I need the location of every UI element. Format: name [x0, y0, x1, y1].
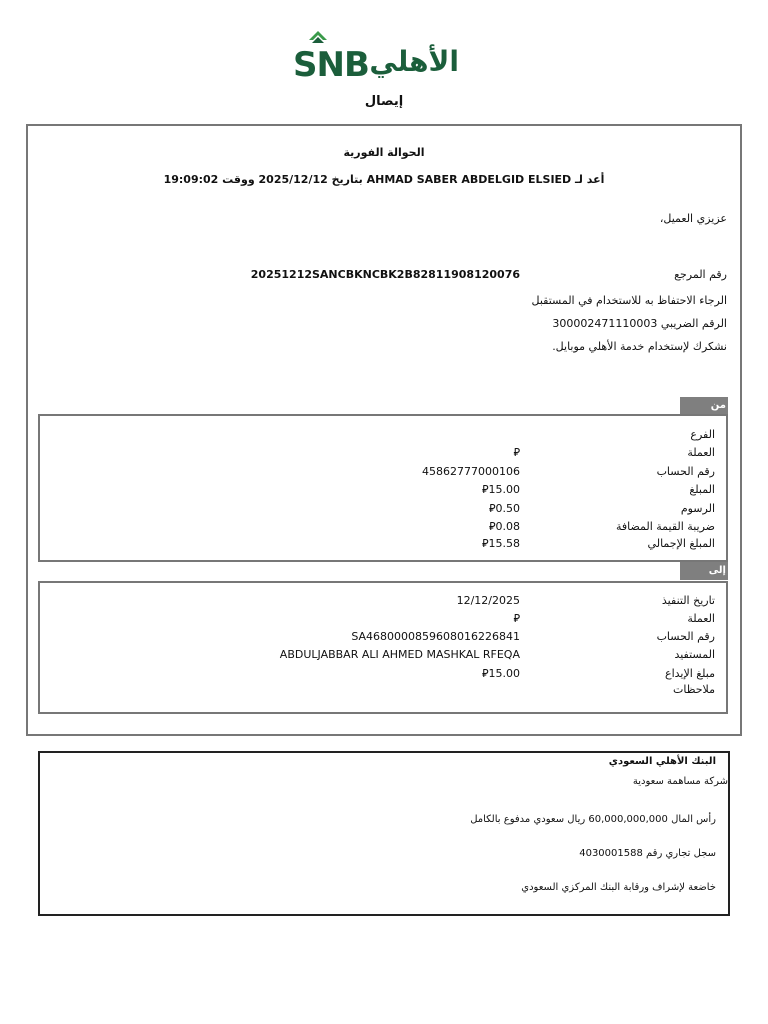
to-section-row-value: SA4680000859608016226841 — [351, 630, 520, 643]
from-section-row-value: ⃁0.08 — [488, 520, 520, 533]
footer-bank-name: البنك الأهلي السعودي — [608, 756, 716, 767]
receipt-title: إيصال — [364, 94, 404, 109]
from-section-row-value: 45862777000106 — [422, 465, 520, 478]
thanks-line: نشكرك لإستخدام خدمة الأهلي موبايل. — [552, 340, 727, 353]
from-section-row-label: المبلغ الإجمالي — [647, 537, 715, 550]
prepared-for-line: أعد لـ AHMAD SABER ABDELGID ELSIED بتاريخ 2025/12/12 ووقت 19:09:02 — [163, 173, 605, 186]
snb-logo — [291, 31, 461, 85]
to-section-tag: إلى — [680, 562, 728, 580]
from-section-row-value: ⃁15.58 — [481, 537, 520, 550]
from-section-row-label: الفرع — [690, 428, 715, 441]
footer-capital-line: رأس المال 60,000,000,000 ريال سعودي مدفوع بالكامل — [470, 814, 716, 825]
footer-supervision-line: خاضعة لإشراف ورقابة البنك المركزي السعودي — [521, 882, 716, 893]
to-section-row-label: العملة — [687, 612, 715, 625]
from-section-row-label: ضريبة القيمة المضافة — [615, 520, 715, 533]
from-section-row-value: ⃁15.00 — [481, 483, 520, 496]
to-section-row-value: ⃁15.00 — [481, 667, 520, 680]
to-section-row-value: 12/12/2025 — [456, 594, 520, 607]
logo-arabic-text: الأهلي — [369, 45, 459, 78]
from-section-row-value: ⃁ — [513, 446, 520, 459]
greeting: عزيزي العميل، — [659, 212, 727, 225]
tax-number-line: الرقم الضريبي 300002471110003 — [552, 317, 727, 330]
footer-company-type: شركة مساهمة سعودية — [632, 776, 728, 787]
from-section-row-value: ⃁0.50 — [488, 502, 520, 515]
from-section-row-label: العملة — [687, 446, 715, 459]
to-section-row-label: المستفيد — [674, 648, 715, 661]
logo-latin-text: SNB — [293, 45, 369, 85]
from-section-row-label: المبلغ — [689, 483, 715, 496]
from-section-row-label: رقم الحساب — [656, 465, 715, 478]
reference-label: رقم المرجع — [674, 268, 727, 281]
to-section-row-label: تاريخ التنفيذ — [661, 594, 715, 607]
to-section-row-label: مبلغ الإيداع — [665, 667, 715, 680]
keep-note: الرجاء الاحتفاظ به للاستخدام في المستقبل — [531, 294, 727, 307]
transfer-type: الحوالة الفورية — [343, 146, 425, 159]
to-section-row-value: ABDULJABBAR ALI AHMED MASHKAL RFEQA — [279, 648, 520, 661]
to-section-row-value: ⃁ — [513, 612, 520, 625]
from-section-tag: من — [680, 397, 728, 415]
to-section-row-label: رقم الحساب — [656, 630, 715, 643]
to-section-row-label: ملاحظات — [673, 683, 715, 696]
footer-cr-line: سجل تجاري رقم 4030001588 — [579, 848, 716, 859]
reference-value: 20251212SANCBKNCBK2B82811908120076 — [250, 268, 520, 281]
from-section-row-label: الرسوم — [680, 502, 715, 515]
